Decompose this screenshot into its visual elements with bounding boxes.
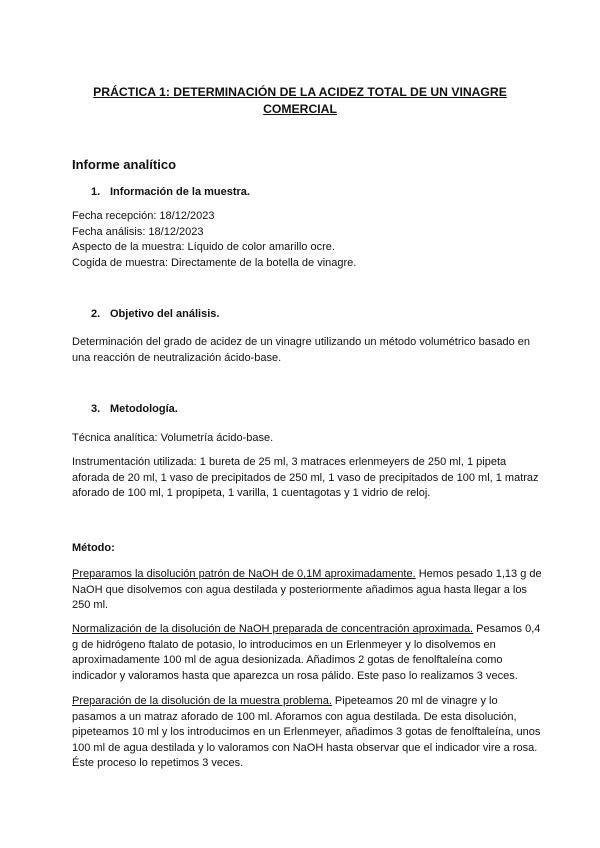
- metodo-heading: Método:: [72, 542, 115, 554]
- document-title: [72, 84, 528, 118]
- section-3-title: Metodología.: [110, 403, 178, 415]
- metodo-paragraph-3: [72, 694, 542, 772]
- informe-heading: Informe analítico: [72, 157, 177, 172]
- tecnica-analitica: Técnica analítica: Volumetría ácido-base.: [72, 432, 274, 444]
- metodo-paragraph-3-body: Pipeteamos 20 ml de vinagre y lo pasamos a un matraz aforado de 100 ml. Aforamos con agua destilada. De esta disolución, pipeteamos 10 ml y los introducimos en un Erlenmeyer, añadimos 3 gotas de fenolftaleína, unos 100 ml de agua destilada y lo valoramos con NaOH hasta observar que el indicador vire a rosa. Éste proceso lo repetimos 3 veces.: [72, 695, 541, 769]
- section-1-number: 1.: [91, 186, 101, 198]
- instrumentacion-text: Instrumentación utilizada: 1 bureta de 25 ml, 3 matraces erlenmeyers de 250 ml, 1 pipeta aforada de 20 ml, 1 vaso de precipitados de 250 ml, 1 vaso de precipitados de 100 ml, 1 matraz aforado de 100 ml, 1 propipeta, 1 varilla, 1 cuentagotas y 1 vidrio de reloj.: [72, 456, 539, 499]
- fecha-recepcion: Fecha recepción: 18/12/2023: [72, 210, 215, 222]
- metodo-paragraph-1-body: Hemos pesado 1,13 g de NaOH que disolvemos con agua destilada y posteriormente añadimos agua hasta llegar a los 250 ml.: [72, 568, 542, 611]
- objetivo-text: Determinación del grado de acidez de un vinagre utilizando un método volumétrico basado en una reacción de neutralización ácido-base.: [72, 336, 531, 364]
- section-3-number: 3.: [91, 403, 101, 415]
- metodo-paragraph-1: [72, 567, 542, 614]
- fecha-analisis: Fecha análisis: 18/12/2023: [72, 226, 204, 238]
- title-line-1: PRÁCTICA 1: DETERMINACIÓN DE LA ACIDEZ TOTAL DE UN VINAGRE: [93, 85, 507, 99]
- aspecto-muestra: Aspecto de la muestra: Líquido de color amarillo ocre.: [72, 241, 335, 253]
- metodo-paragraph-2-lead: Normalización de la disolución de NaOH preparada de concentración aproximada.: [72, 623, 474, 635]
- section-2-title: Objetivo del análisis.: [110, 308, 220, 320]
- section-2-heading: [91, 308, 219, 320]
- section-1-heading: [91, 186, 250, 198]
- title-line-2: COMERCIAL: [263, 102, 337, 116]
- cogida-muestra: Cogida de muestra: Directamente de la botella de vinagre.: [72, 257, 357, 269]
- metodo-paragraph-3-lead: Preparación de la disolución de la muestra problema.: [72, 695, 332, 707]
- section-2-number: 2.: [91, 308, 101, 320]
- metodo-paragraph-2: [72, 622, 542, 684]
- metodo-paragraph-1-lead: Preparamos la disolución patrón de NaOH de 0,1M aproximadamente.: [72, 568, 416, 580]
- section-1-title: Información de la muestra.: [110, 186, 250, 198]
- metodo-paragraph-2-body: Pesamos 0,4 g de hidrógeno ftalato de potasio, lo introducimos en un Erlenmeyer y lo disolvemos en aproximadamente 100 ml de agua desionizada. Añadimos 2 gotas de fenolftaleína como indicador y valoramos hasta que aparezca un rosa pálido. Este paso lo realizamos 3 veces.: [72, 623, 541, 682]
- section-3-heading: [91, 403, 178, 415]
